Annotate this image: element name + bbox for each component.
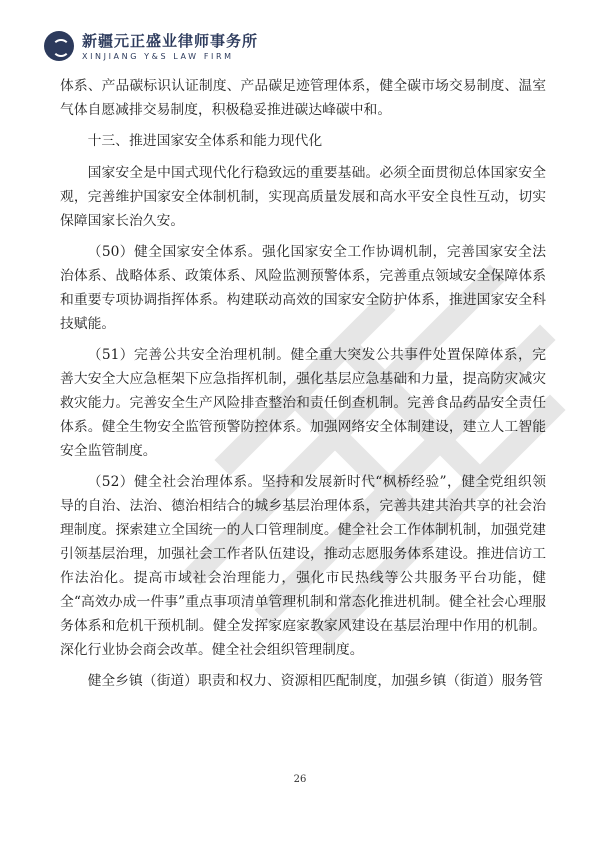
firm-brand xyxy=(82,30,258,61)
paragraph: （50）健全国家安全体系。强化国家安全工作协调机制，完善国家安全法治体系、战略体系、政策体系、风险监测预警体系，完善重点领域安全保障体系和重要专项协调指挥体系。构建联动高效的国家安全防护体系，推进国家安全科技赋能。 xyxy=(60,244,546,332)
firm-name-cn: 新疆元正盛业律师事务所 xyxy=(82,32,259,50)
paragraph: 体系、产品碳标识认证制度、产品碳足迹管理体系，健全碳市场交易制度、温室气体自愿减排交易制度，积极稳妥推进碳达峰碳中和。 xyxy=(60,78,546,118)
section-heading: 十三、推进国家安全体系和能力现代化 xyxy=(87,133,323,149)
document-body xyxy=(60,74,546,700)
firm-name-en: XINJIANG Y&S LAW FIRM xyxy=(82,52,234,61)
paragraph: 国家安全是中国式现代化行稳致远的重要基础。必须全面贯彻总体国家安全观，完善维护国家安全体制机制，实现高质量发展和高水平安全良性互动，切实保障国家长治久安。 xyxy=(60,165,546,229)
firm-logo-icon xyxy=(44,31,74,61)
paragraph: （52）健全社会治理体系。坚持和发展新时代“枫桥经验”，健全党组织领导的自治、法治、德治相结合的城乡基层治理体系，完善共建共治共享的社会治理制度。探索建立全国统一的人口管理制度。健全社会工作体制机制，加强党建引领基层治理，加强社会工作者队伍建设，推动志愿服务体系建设。推进信访工作法治化。提高市域社会治理能力，强化市民热线等公共服务平台功能，健全“高效办成一件事”重点事项清单管理机制和常态化推进机制。健全社会心理服务体系和危机干预机制。健全发挥家庭家教家风建设在基层治理中作用的机制。深化行业协会商会改革。健全社会组织管理制度。 xyxy=(60,474,546,658)
page-number: 26 xyxy=(293,774,307,785)
paragraph: （51）完善公共安全治理机制。健全重大突发公共事件处置保障体系，完善大安全大应急框架下应急指挥机制，强化基层应急基础和力量，提高防灾减灾救灾能力。完善安全生产风险排查整治和责任倒查机制。完善食品药品安全责任体系。健全生物安全监管预警防控体系。加强网络安全体制建设，建立人工智能安全监管制度。 xyxy=(60,347,546,459)
letterhead xyxy=(44,30,258,61)
paragraph: 健全乡镇（街道）职责和权力、资源相匹配制度，加强乡镇（街道）服务管 xyxy=(87,673,543,689)
